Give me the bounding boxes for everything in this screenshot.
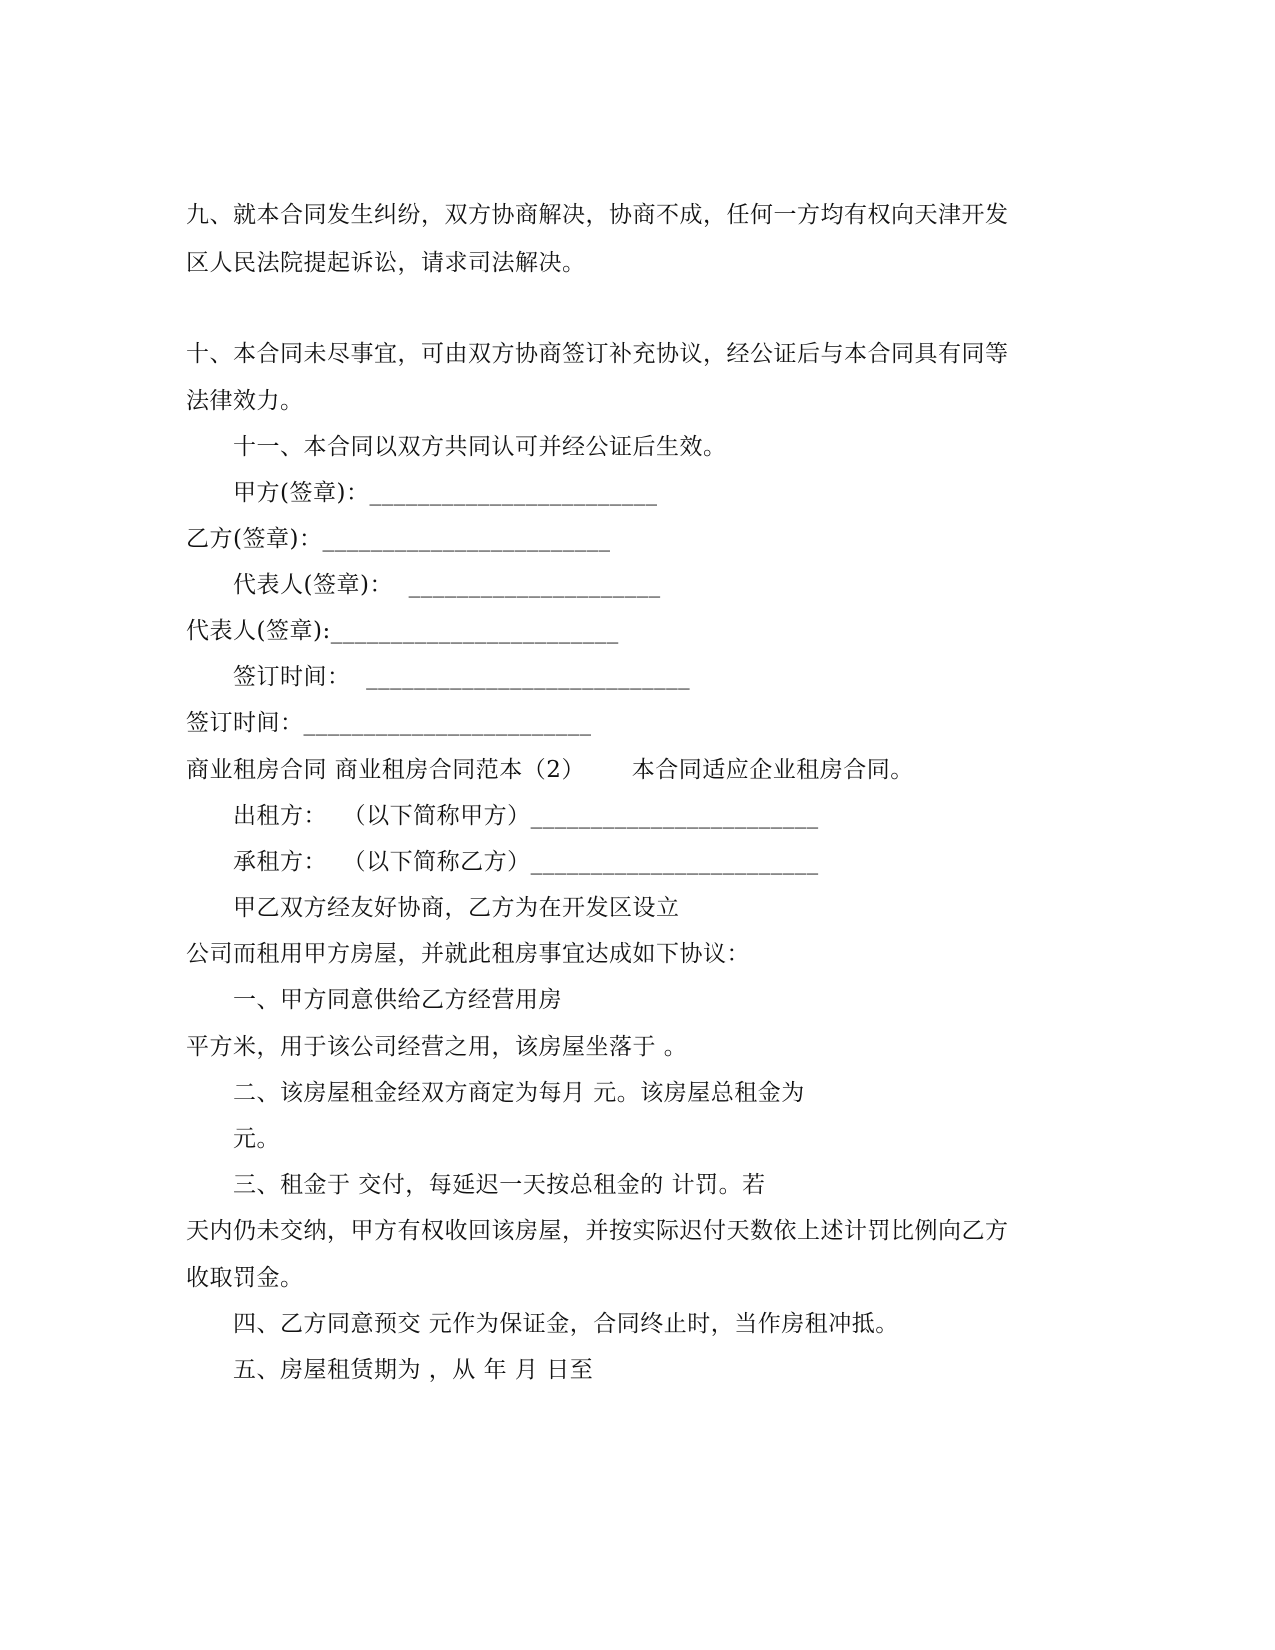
clause-nine-line1: 九、就本合同发生纠纷，双方协商解决，协商不成，任何一方均有权向天津开发 xyxy=(186,202,1009,228)
contract2-intro-line2: 公司而租用甲方房屋，并就此租房事宜达成如下协议： xyxy=(186,941,750,967)
contract2-clause-three-line1: 三、租金于 交付，每延迟一天按总租金的 计罚。若 xyxy=(233,1172,766,1198)
contract2-clause-one-line2: 平方米，用于该公司经营之用，该房屋坐落于 。 xyxy=(186,1034,688,1060)
contract2-clause-four: 四、乙方同意预交 元作为保证金，合同终止时，当作房租冲抵。 xyxy=(233,1311,899,1337)
signature-party-b: 乙方(签章)：________________________ xyxy=(186,526,611,552)
signature-date-a: 签订时间： ___________________________ xyxy=(233,664,691,690)
contract2-lessor: 出租方： （以下简称甲方）________________________ xyxy=(233,803,819,829)
contract2-clause-three-line2: 天内仍未交纳，甲方有权收回该房屋，并按实际迟付天数依上述计罚比例向乙方 xyxy=(186,1218,1009,1244)
contract2-clause-five: 五、房屋租赁期为 ，从 年 月 日至 xyxy=(233,1357,594,1383)
clause-ten-line1: 十、本合同未尽事宜，可由双方协商签订补充协议，经公证后与本合同具有同等 xyxy=(186,341,1009,367)
contract2-clause-two-line2: 元。 xyxy=(233,1126,280,1152)
contract2-clause-one-line1: 一、甲方同意供给乙方经营用房 xyxy=(233,987,562,1013)
clause-ten-line2: 法律效力。 xyxy=(186,388,304,414)
contract2-clause-two-line1: 二、该房屋租金经双方商定为每月 元。该房屋总租金为 xyxy=(233,1080,805,1106)
signature-party-a: 甲方(签章)：________________________ xyxy=(233,480,658,506)
clause-nine-line2: 区人民法院提起诉讼，请求司法解决。 xyxy=(186,250,586,276)
signature-date-b: 签订时间：________________________ xyxy=(186,710,592,736)
contract2-lessee: 承租方： （以下简称乙方）________________________ xyxy=(233,849,819,875)
signature-rep-a: 代表人(签章)： _____________________ xyxy=(233,572,661,598)
contract2-heading: 商业租房合同 商业租房合同范本（2） 本合同适应企业租房合同。 xyxy=(186,757,914,783)
contract2-intro-line1: 甲乙双方经友好协商，乙方为在开发区设立 xyxy=(233,895,680,921)
clause-eleven: 十一、本合同以双方共同认可并经公证后生效。 xyxy=(233,434,727,460)
contract2-clause-three-line3: 收取罚金。 xyxy=(186,1265,304,1291)
signature-rep-b: 代表人(签章):________________________ xyxy=(186,618,619,644)
